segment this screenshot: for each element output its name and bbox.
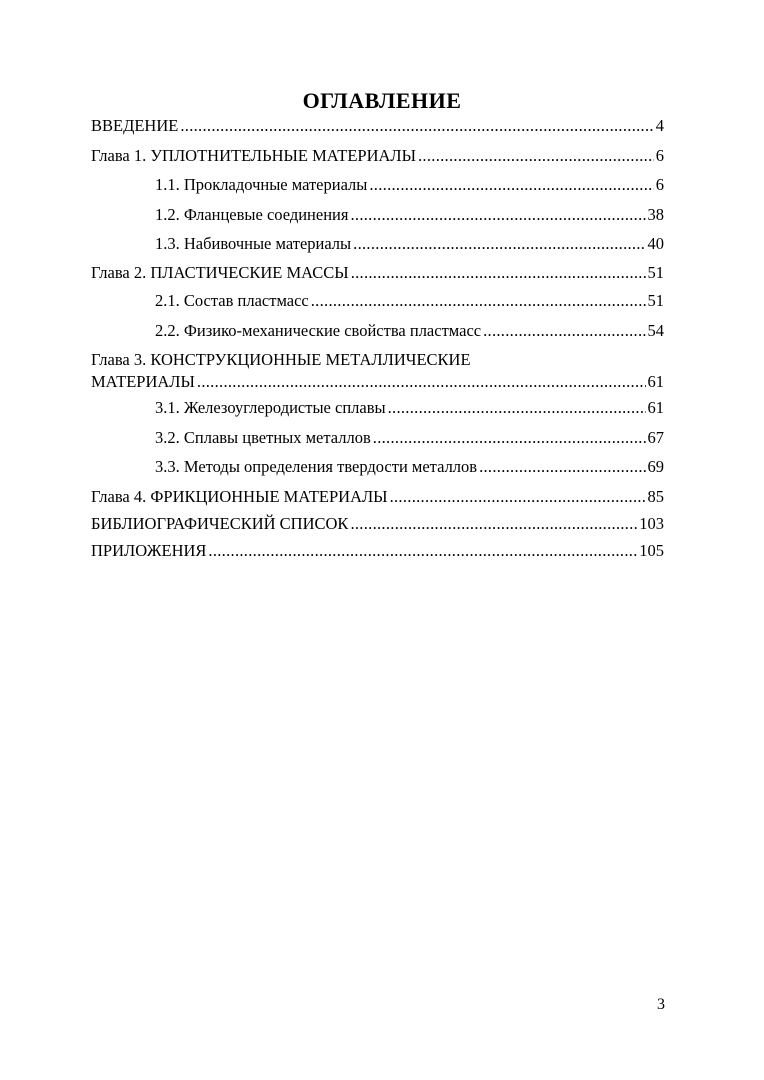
toc-entry-page: 103	[639, 514, 664, 533]
page-title: ОГЛАВЛЕНИЕ	[302, 88, 462, 113]
dot-leader	[483, 321, 645, 341]
toc-entry-section-1-2[interactable]	[155, 205, 664, 225]
toc-entry-page: 6	[655, 146, 664, 165]
toc-entry-page: 69	[647, 457, 664, 476]
toc-entry-label: БИБЛИОГРАФИЧЕСКИЙ СПИСОК	[91, 514, 349, 533]
toc-entry-appendix[interactable]	[91, 541, 664, 561]
toc-entry-page: 61	[647, 372, 664, 391]
toc-entry-label: ВВЕДЕНИЕ	[91, 116, 179, 135]
toc-entry-chapter-4[interactable]	[91, 487, 664, 507]
toc-entry-intro[interactable]	[91, 116, 664, 136]
dot-leader	[418, 146, 654, 166]
toc-entry-page: 54	[647, 321, 664, 340]
toc-entry-section-1-3[interactable]	[155, 234, 664, 254]
toc-entry-page: 85	[647, 487, 664, 506]
dot-leader	[180, 116, 653, 136]
toc-entry-chapter-1[interactable]	[91, 146, 664, 166]
toc-entry-page: 40	[647, 234, 664, 253]
toc-entry-label: Глава 4. ФРИКЦИОННЫЕ МАТЕРИАЛЫ	[91, 487, 388, 506]
toc-entry-page: 51	[647, 291, 664, 310]
toc-entry-label: 2.2. Физико-механические свойства пластмасс	[155, 321, 482, 340]
toc-entry-label: 2.1. Состав пластмасс	[155, 291, 309, 310]
dot-leader	[350, 205, 645, 225]
page-number: 3	[657, 996, 665, 1013]
toc-entry-section-2-1[interactable]	[155, 291, 664, 311]
dot-leader	[390, 487, 646, 507]
dot-leader	[351, 263, 646, 283]
toc-entry-label: 3.3. Методы определения твердости металлов	[155, 457, 478, 476]
toc-entry-chapter-3-line-1[interactable]: Глава 3. КОНСТРУКЦИОННЫЕ МЕТАЛЛИЧЕСКИЕ	[91, 350, 471, 369]
toc-entry-label: 1.3. Набивочные материалы	[155, 234, 352, 253]
toc-entry-label: 3.2. Сплавы цветных металлов	[155, 428, 371, 447]
toc-entry-label: Глава 2. ПЛАСТИЧЕСКИЕ МАССЫ	[91, 263, 349, 282]
toc-entry-section-2-2[interactable]	[155, 321, 664, 341]
toc-entry-page: 4	[655, 116, 664, 135]
dot-leader	[350, 514, 637, 534]
toc-entry-page: 61	[647, 398, 664, 417]
toc-entry-label: Глава 1. УПЛОТНИТЕЛЬНЫЕ МАТЕРИАЛЫ	[91, 146, 416, 165]
toc-entry-page: 67	[647, 428, 664, 447]
dot-leader	[479, 457, 645, 477]
dot-leader	[353, 234, 645, 254]
dot-leader	[197, 372, 646, 392]
toc-entry-label: 1.1. Прокладочные материалы	[155, 175, 368, 194]
toc-entry-chapter-2[interactable]	[91, 263, 664, 283]
dot-leader	[369, 175, 653, 195]
toc-entry-label: МАТЕРИАЛЫ	[91, 372, 195, 391]
toc-entry-label: 1.2. Фланцевые соединения	[155, 205, 349, 224]
dot-leader	[373, 428, 646, 448]
toc-entry-section-3-3[interactable]	[155, 457, 664, 477]
toc-entry-label: ПРИЛОЖЕНИЯ	[91, 541, 207, 560]
dot-leader	[388, 398, 646, 418]
toc-entry-label: 3.1. Железоуглеродистые сплавы	[155, 398, 386, 417]
toc-entry-section-1-1[interactable]	[155, 175, 664, 195]
toc-entry-chapter-3[interactable]	[91, 372, 664, 392]
toc-entry-page: 6	[655, 175, 664, 194]
dot-leader	[311, 291, 646, 311]
toc-entry-section-3-2[interactable]	[155, 428, 664, 448]
toc-entry-page: 38	[647, 205, 664, 224]
toc-entry-page: 105	[639, 541, 664, 560]
toc-entry-bibliography[interactable]	[91, 514, 664, 534]
dot-leader	[208, 541, 637, 561]
toc-entry-page: 51	[647, 263, 664, 282]
toc-entry-section-3-1[interactable]	[155, 398, 664, 418]
